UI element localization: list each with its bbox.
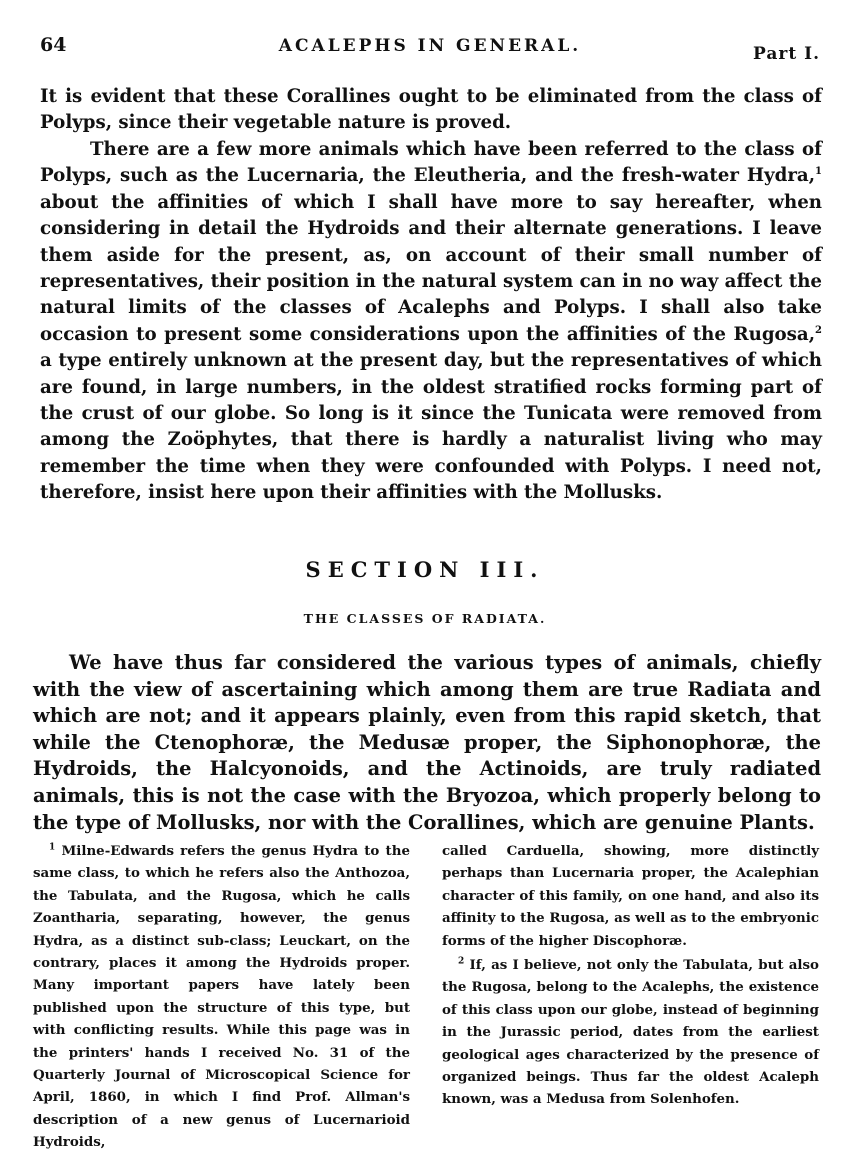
paragraph-other-animals (40, 137, 822, 507)
footnote-mark: 1 (49, 842, 56, 853)
paragraph-text (40, 137, 822, 507)
footnote-mark: 2 (458, 956, 465, 967)
page-header (40, 34, 820, 64)
paragraph-corallines (40, 84, 822, 137)
footnote-column-right (442, 840, 819, 1111)
section-title: SECTION III. (305, 557, 545, 582)
footnote-1 (33, 840, 410, 1154)
page-number: 64 (40, 34, 67, 56)
footnote-1-continued: called Carduella, showing, more distinctly perhaps than Lucernaria proper, the Acalephian character of this family, on one hand, and also its affinity to the Rugosa, as well as to the embryonic forms of the higher Discophoræ. (442, 843, 819, 949)
running-title: ACALEPHS IN GENERAL. (278, 36, 582, 56)
paragraph-text-part: about the affinities of which I shall have more to say hereafter, when considering in detail the Hydroids and their alternate generations. I leave them aside for the present, as, on account of their small number of representatives, their position in the natural system can in no way affect the natural limits of the classes of Acalephs and Polyps. I shall also take occasion to present some considerations upon the affinities of the Rugosa, (40, 191, 822, 345)
paragraph-text-part: There are a few more animals which have been referred to the class of Polyps, such as the Lucernaria, the Eleutheria, and the fresh-water Hydra, (40, 139, 822, 187)
paragraph-text: We have thus far considered the various types of animals, chiefly with the view of ascertaining which among them are true Radiata and which are not; and it appears plainly, even from this rapid sketch, that while the Ctenophoræ, the Medusæ proper, the Siphonophoræ, the Hydroids, the Halcyonoids, and the Actinoids, are truly radiated animals, this is not the case with the Bryozoa, which properly belong to the type of Mollusks, nor with the Corallines, which are genuine Plants. (33, 651, 821, 834)
part-label: Part I. (753, 44, 820, 64)
footnote-text: If, as I believe, not only the Tabulata, but also the Rugosa, belong to the Acalephs, the existence of this class upon our globe, instead of beginning in the Jurassic period, dates from the earliest geological ages characterized by the presence of organized beings. Thus far the oldest Acaleph known, was a Medusa from Solenhofen. (442, 957, 819, 1108)
footnote-2 (442, 954, 819, 1111)
footnote-ref-1: 1 (815, 166, 822, 178)
footnote-text: Milne-Edwards refers the genus Hydra to the same class, to which he refers also the Anthozoa, the Tabulata, and the Rugosa, which he calls Zoantharia, separating, however, the genus Hydra, as a distinct sub-class; Leuckart, on the contrary, places it among the Hydroids proper. Many important papers have lately been published upon the structure of this type, but with conflicting results. While this page was in the printers' hands I received No. 31 of the Quarterly Journal of Microscopical Science for April, 1860, in which I find Prof. Allman's description of a new genus of Lucernarioid Hydroids, (33, 843, 410, 1151)
section-paragraph (33, 650, 821, 836)
paragraph-text-part: a type entirely unknown at the present day, but the representatives of which are found, in large numbers, in the oldest stratified rocks forming part of the crust of our globe. So long is it since the Tunicata were removed from among the Zoöphytes, that there is hardly a naturalist living who may remember the time when they were confounded with Polyps. I need not, therefore, insist here upon their affinities with the Mollusks. (40, 350, 822, 504)
footnote-column-left (33, 840, 410, 1154)
footnote-ref-2: 2 (815, 324, 822, 336)
paragraph-text: It is evident that these Corallines ought to be eliminated from the class of Polyps, since their vegetable nature is proved. (40, 86, 822, 134)
section-subtitle: THE CLASSES OF RADIATA. (303, 611, 547, 626)
